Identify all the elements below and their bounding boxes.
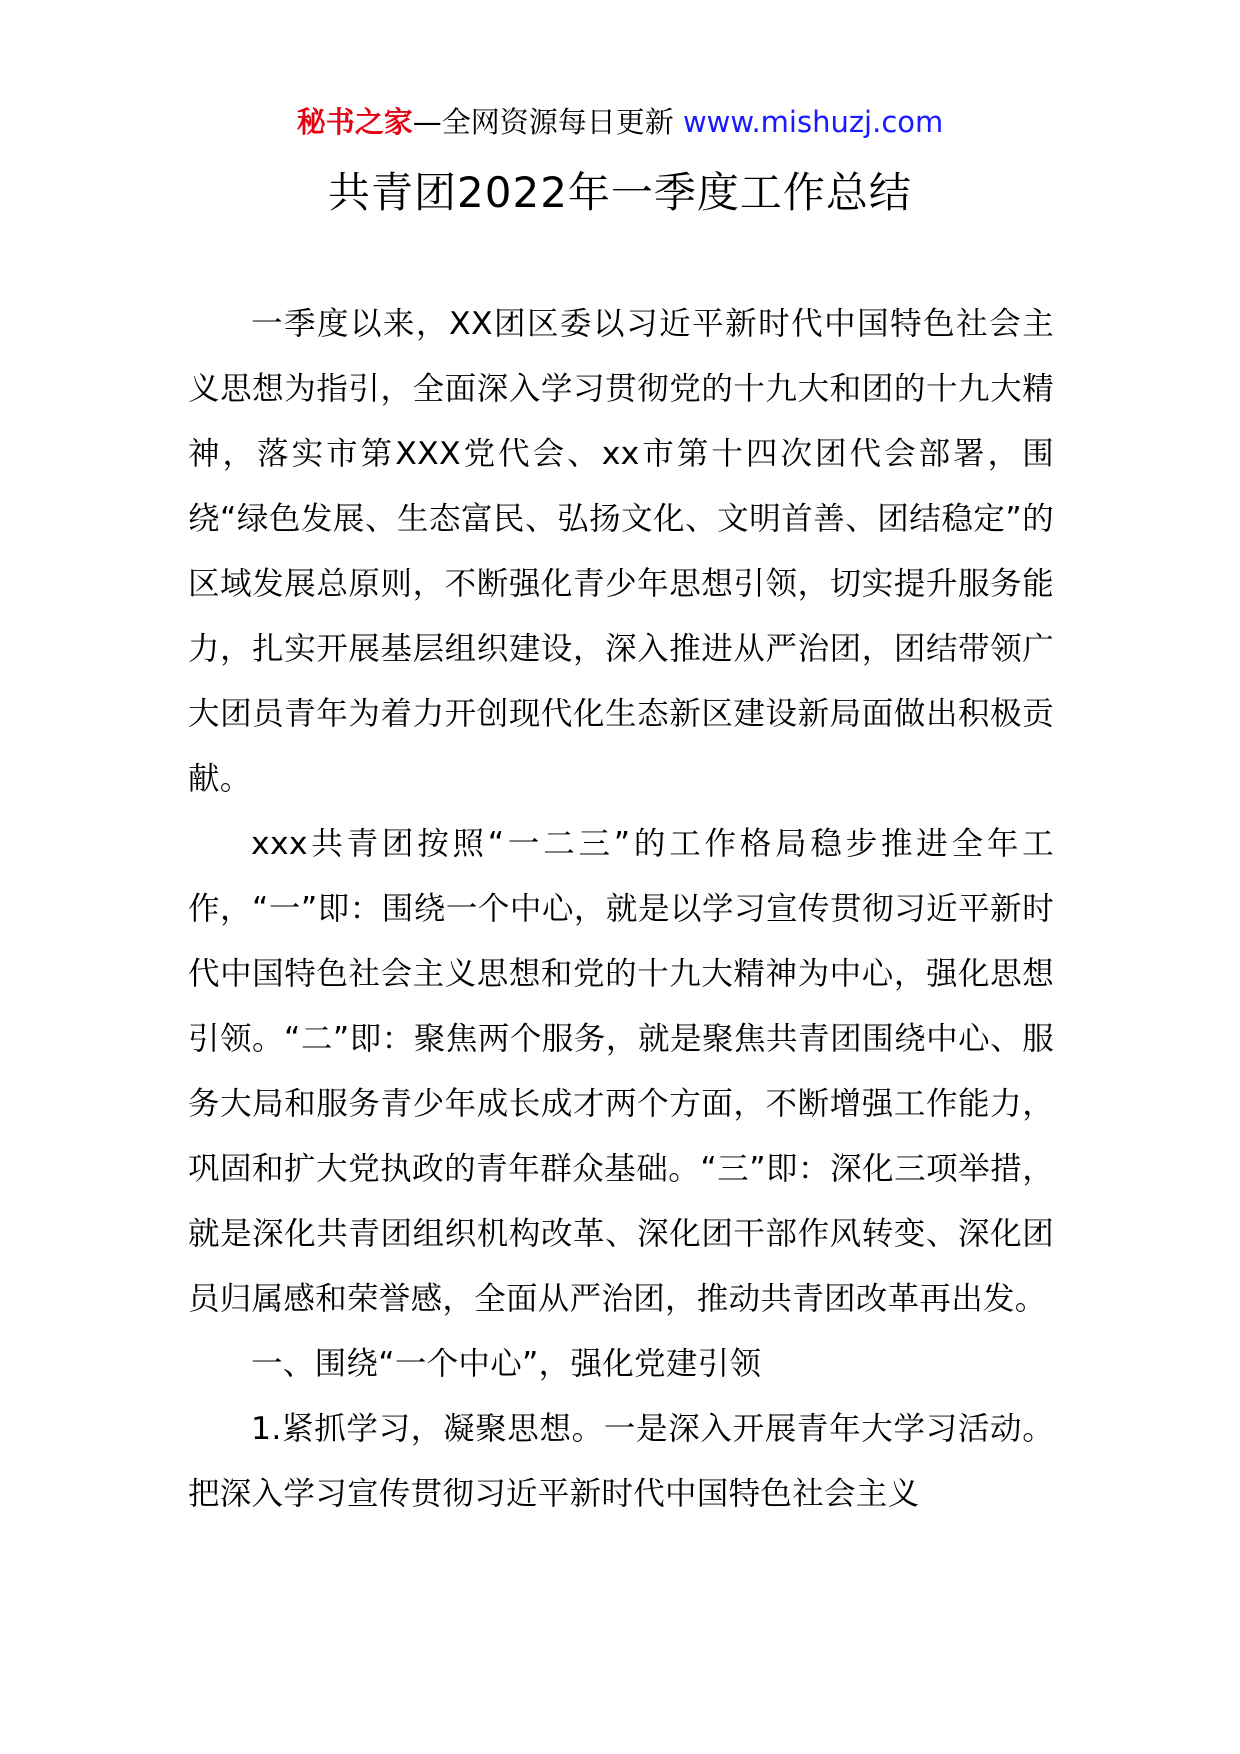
brand-name: 秘书之家 <box>296 105 413 139</box>
site-header <box>0 100 1240 144</box>
site-tagline: —全网资源每日更新 <box>412 105 683 139</box>
paragraph-study: 1.紧抓学习，凝聚思想。一是深入开展青年大学习活动。把深入学习宣传贯彻习近平新时代中国特色社会主义 <box>188 1411 1054 1512</box>
section-heading-1: 一、围绕“一个中心”，强化党建引领 <box>251 1346 762 1382</box>
document-body <box>188 292 1054 1527</box>
document-title: 共青团2022年一季度工作总结 <box>328 168 912 217</box>
paragraph-work-pattern: xxx共青团按照“一二三”的工作格局稳步推进全年工作，“一”即：围绕一个中心，就是以学习宣传贯彻习近平新时代中国特色社会主义思想和党的十九大精神为中心，强化思想引领。“二”即：聚焦两个服务，就是聚焦共青团围绕中心、服务大局和服务青少年成长成才两个方面，不断增强工作能力，巩固和扩大党执政的青年群众基础。“三”即：深化三项举措，就是深化共青团组织机构改革、深化团干部作风转变、深化团员归属感和荣誉感，全面从严治团，推动共青团改革再出发。 <box>188 826 1054 1317</box>
site-url[interactable]: www.mishuzj.com <box>682 105 944 139</box>
paragraph-intro: 一季度以来，XX团区委以习近平新时代中国特色社会主义思想为指引，全面深入学习贯彻党的十九大和团的十九大精神，落实市第XXX党代会、xx市第十四次团代会部署，围绕“绿色发展、生态富民、弘扬文化、文明首善、团结稳定”的区域发展总原则，不断强化青少年思想引领，切实提升服务能力，扎实开展基层组织建设，深入推进从严治团，团结带领广大团员青年为着力开创现代化生态新区建设新局面做出积极贡献。 <box>188 306 1054 797</box>
